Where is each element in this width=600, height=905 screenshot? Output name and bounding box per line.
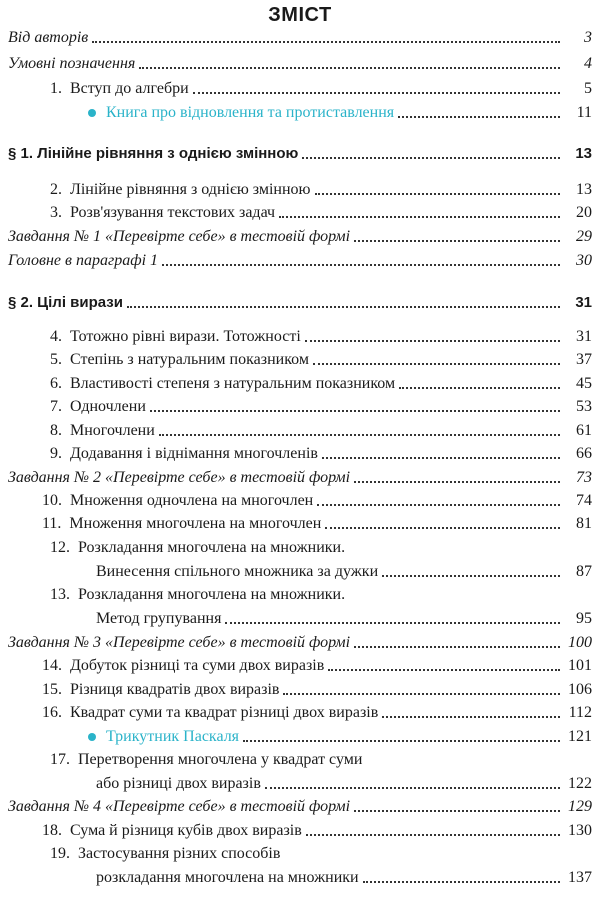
toc-entry-page: 11 — [576, 104, 592, 121]
toc-entry-title: Винесення спільного множника за дужки — [96, 563, 379, 580]
toc-entry[interactable] — [8, 176, 592, 200]
toc-entry-title: Метод групування — [96, 610, 222, 627]
toc-entry-page: 122 — [568, 775, 592, 792]
toc-entry-label — [50, 397, 146, 417]
dot-leader — [328, 669, 560, 671]
toc-entry-number: 1. — [50, 80, 62, 97]
toc-entry-first-line[interactable] — [50, 538, 345, 558]
dot-leader — [225, 622, 560, 624]
toc-entry[interactable] — [8, 346, 592, 370]
toc-entry-label — [8, 293, 123, 313]
toc-entry[interactable] — [8, 99, 592, 123]
dot-leader — [279, 216, 560, 218]
toc-entry-title: або різниці двох виразів — [96, 775, 261, 792]
toc-entry-number: 12. — [50, 539, 70, 556]
toc-entry[interactable] — [8, 289, 592, 313]
toc-entry-title: Трикутник Паскаля — [106, 728, 240, 745]
dot-leader — [354, 240, 560, 242]
toc-entry-page: 87 — [576, 563, 592, 580]
toc-entry-title: Квадрат суми та квадрат різниці двох виразів — [70, 704, 379, 721]
dot-leader — [315, 193, 560, 195]
dot-leader — [150, 410, 560, 412]
toc-entry-number: 16. — [42, 704, 62, 721]
dot-leader — [92, 41, 560, 43]
toc-entry-page: 130 — [568, 822, 592, 839]
toc-entry[interactable] — [8, 793, 592, 817]
dot-leader — [243, 740, 560, 742]
toc-entry[interactable] — [8, 817, 592, 841]
toc-entry-label — [8, 468, 350, 488]
toc-entry-label — [8, 227, 350, 247]
toc-entry-number: 6. — [50, 375, 62, 392]
toc-entry-label — [50, 350, 309, 370]
dot-leader — [325, 527, 560, 529]
toc-entry[interactable] — [8, 417, 592, 441]
toc-entry[interactable] — [8, 723, 592, 747]
toc-entry-title: Розв'язування текстових задач — [70, 204, 276, 221]
toc-entry-number: 13. — [50, 586, 70, 603]
toc-entry-label — [88, 727, 239, 747]
toc-entry-number: 17. — [50, 751, 70, 768]
toc-entry-title: Завдання № 2 «Перевірте себе» в тестовій формі — [8, 469, 351, 486]
toc-entry-label — [50, 203, 275, 223]
toc-entry[interactable] — [8, 247, 592, 271]
dot-leader — [354, 646, 560, 648]
toc-entry-label — [8, 633, 350, 653]
dot-leader — [139, 67, 560, 69]
toc-entry-title: Властивості степеня з натуральним показником — [70, 375, 396, 392]
toc-entry-number: 19. — [50, 845, 70, 862]
toc-entry-first-line[interactable] — [50, 750, 362, 770]
toc-entry-label — [8, 28, 88, 48]
dot-leader — [283, 693, 560, 695]
toc-entry-number: 11. — [42, 515, 62, 532]
toc-entry-page: 31 — [575, 294, 592, 311]
toc-entry-page: 106 — [568, 681, 592, 698]
toc-entry-title: Множення многочлена на многочлен — [69, 515, 322, 532]
toc-entry-page: 37 — [576, 351, 592, 368]
toc-entry-title: Умовні позначення — [8, 55, 136, 72]
toc-entry-page: 100 — [568, 634, 592, 651]
toc-entry-page: 101 — [568, 657, 592, 674]
toc-entry[interactable] — [8, 323, 592, 347]
toc-entry-number: 7. — [50, 398, 62, 415]
toc-entry-label — [50, 374, 395, 394]
toc-entry-title: Завдання № 4 «Перевірте себе» в тестовій формі — [8, 798, 351, 815]
toc-entry-label — [50, 421, 155, 441]
toc-entry[interactable] — [8, 370, 592, 394]
toc-entry-title: Головне в параграфі 1 — [8, 252, 159, 269]
bullet-icon — [88, 733, 96, 741]
toc-entry[interactable] — [8, 393, 592, 417]
dot-leader — [302, 157, 560, 159]
toc-entry-label — [42, 491, 313, 511]
toc-entry[interactable] — [8, 558, 592, 582]
toc-entry-page: 95 — [576, 610, 592, 627]
dot-leader — [322, 457, 560, 459]
dot-leader — [265, 787, 560, 789]
toc-entry-number: 15. — [42, 681, 62, 698]
toc-entry-title: Додавання і віднімання многочленів — [70, 445, 318, 462]
toc-entry-page: 53 — [576, 398, 592, 415]
toc-entry[interactable] — [8, 652, 592, 676]
dot-leader — [354, 810, 560, 812]
toc-entry-title: Перетворення многочлена у квадрат суми — [78, 751, 363, 768]
dot-leader — [363, 881, 560, 883]
dot-leader — [159, 434, 560, 436]
toc-entry[interactable] — [8, 223, 592, 247]
toc-entry-page: 66 — [576, 445, 592, 462]
toc-entry-title: Множення одночлена на многочлен — [70, 492, 314, 509]
toc-entry-label — [42, 703, 378, 723]
toc-entry-label — [42, 821, 302, 841]
dot-leader — [399, 387, 560, 389]
toc-entry-title: Сума й різниця кубів двох виразів — [70, 822, 302, 839]
toc-entry-page: 31 — [576, 328, 592, 345]
toc-entry-title: § 1. Лінійне рівняння з однією змінною — [8, 145, 299, 162]
toc-entry-label — [96, 868, 359, 888]
toc-entry-page: 73 — [576, 469, 592, 486]
dot-leader — [306, 834, 560, 836]
toc-entry-label — [96, 562, 378, 582]
toc-entry-page: 121 — [568, 728, 592, 745]
toc-entry-label — [8, 251, 158, 271]
toc-entry-title: Одночлени — [70, 398, 146, 415]
toc-entry-page: 74 — [576, 492, 592, 509]
toc-entry-number: 18. — [42, 822, 62, 839]
toc-entry-page: 13 — [575, 145, 592, 162]
dot-leader — [193, 92, 560, 94]
toc-entry-page: 20 — [576, 204, 592, 221]
toc-entry[interactable] — [8, 50, 592, 74]
toc-entry[interactable] — [8, 864, 592, 888]
toc-entry-number: 3. — [50, 204, 62, 221]
toc-entry-label — [96, 774, 261, 794]
toc-entry-title: Застосування різних способів — [78, 845, 281, 862]
toc-entry[interactable] — [8, 24, 592, 48]
toc-entry-label — [42, 514, 321, 534]
dot-leader — [313, 363, 560, 365]
toc-entry[interactable] — [8, 464, 592, 488]
toc-entry[interactable] — [8, 770, 592, 794]
dot-leader — [382, 716, 560, 718]
toc-entry-number: 10. — [42, 492, 62, 509]
toc-entry-title: Добуток різниці та суми двох виразів — [70, 657, 325, 674]
toc-entry-page: 29 — [576, 228, 592, 245]
toc-entry[interactable] — [8, 699, 592, 723]
toc-entry-page: 137 — [568, 869, 592, 886]
toc-entry-page: 30 — [576, 252, 592, 269]
toc-entry-title: Завдання № 1 «Перевірте себе» в тестовій формі — [8, 228, 351, 245]
toc-entry-page: 5 — [584, 80, 592, 97]
dot-leader — [162, 264, 560, 266]
toc-entry-label — [50, 180, 311, 200]
toc-entry-page: 45 — [576, 375, 592, 392]
dot-leader — [305, 340, 560, 342]
toc-entry-number: 8. — [50, 422, 62, 439]
toc-entry-page: 4 — [584, 55, 592, 72]
toc-entry-title: Лінійне рівняння з однією змінною — [70, 181, 311, 198]
toc-entry-number: 14. — [42, 657, 62, 674]
toc-entry-page: 129 — [568, 798, 592, 815]
toc-entry-page: 3 — [584, 29, 592, 46]
toc-entry-title: Від авторів — [8, 29, 89, 46]
dot-leader — [127, 306, 560, 308]
toc-entry[interactable] — [8, 510, 592, 534]
toc-entry-title: Степінь з натуральним показником — [70, 351, 309, 368]
dot-leader — [382, 575, 560, 577]
toc-entry[interactable] — [8, 199, 592, 223]
toc-entry-label — [96, 609, 221, 629]
toc-entry-label — [50, 79, 189, 99]
toc-entry-number: 5. — [50, 351, 62, 368]
toc-entry-title: Завдання № 3 «Перевірте себе» в тестовій формі — [8, 634, 351, 651]
toc-entry[interactable] — [8, 605, 592, 629]
toc-entry-title: Різниця квадратів двох виразів — [70, 681, 280, 698]
bullet-icon — [88, 109, 96, 117]
toc-entry-title: Тотожно рівні вирази. Тотожності — [70, 328, 301, 345]
toc-entry-label — [88, 103, 394, 123]
toc-entry-title: Вступ до алгебри — [70, 80, 189, 97]
toc-entry-label — [50, 327, 301, 347]
toc-entry-first-line[interactable] — [50, 585, 345, 605]
toc-entry-label — [42, 656, 324, 676]
dot-leader — [317, 504, 560, 506]
toc-entry-page: 112 — [568, 704, 592, 721]
toc-entry-title: Розкладання многочлена на множники. — [78, 586, 346, 603]
toc-entry-page: 61 — [576, 422, 592, 439]
toc-entry-page: 81 — [576, 515, 592, 532]
toc-entry-title: Розкладання многочлена на множники. — [78, 539, 346, 556]
toc-entry-title: § 2. Цілі вирази — [8, 294, 123, 311]
toc-entry-label — [50, 444, 318, 464]
page-title: ЗМІСТ — [268, 4, 332, 26]
toc-entry-page: 13 — [576, 181, 592, 198]
toc-entry[interactable] — [8, 487, 592, 511]
toc-entry-number: 9. — [50, 445, 62, 462]
toc-entry-label — [42, 680, 279, 700]
toc-entry-number: 4. — [50, 328, 62, 345]
toc-entry-label — [8, 797, 350, 817]
toc-entry-number: 2. — [50, 181, 62, 198]
toc-entry[interactable] — [8, 629, 592, 653]
toc-entry-title: Многочлени — [70, 422, 155, 439]
toc-entry[interactable] — [8, 140, 592, 164]
toc-entry[interactable] — [8, 440, 592, 464]
toc-entry-title: Книга про відновлення та протиставлення — [106, 104, 395, 121]
toc-entry-label — [8, 144, 298, 164]
toc-entry-first-line[interactable] — [50, 844, 280, 864]
toc-entry[interactable] — [8, 75, 592, 99]
toc-entry[interactable] — [8, 676, 592, 700]
dot-leader — [398, 116, 560, 118]
toc-entry-title: розкладання многочлена на множники — [96, 869, 359, 886]
toc-entry-label — [8, 54, 135, 74]
dot-leader — [354, 481, 560, 483]
